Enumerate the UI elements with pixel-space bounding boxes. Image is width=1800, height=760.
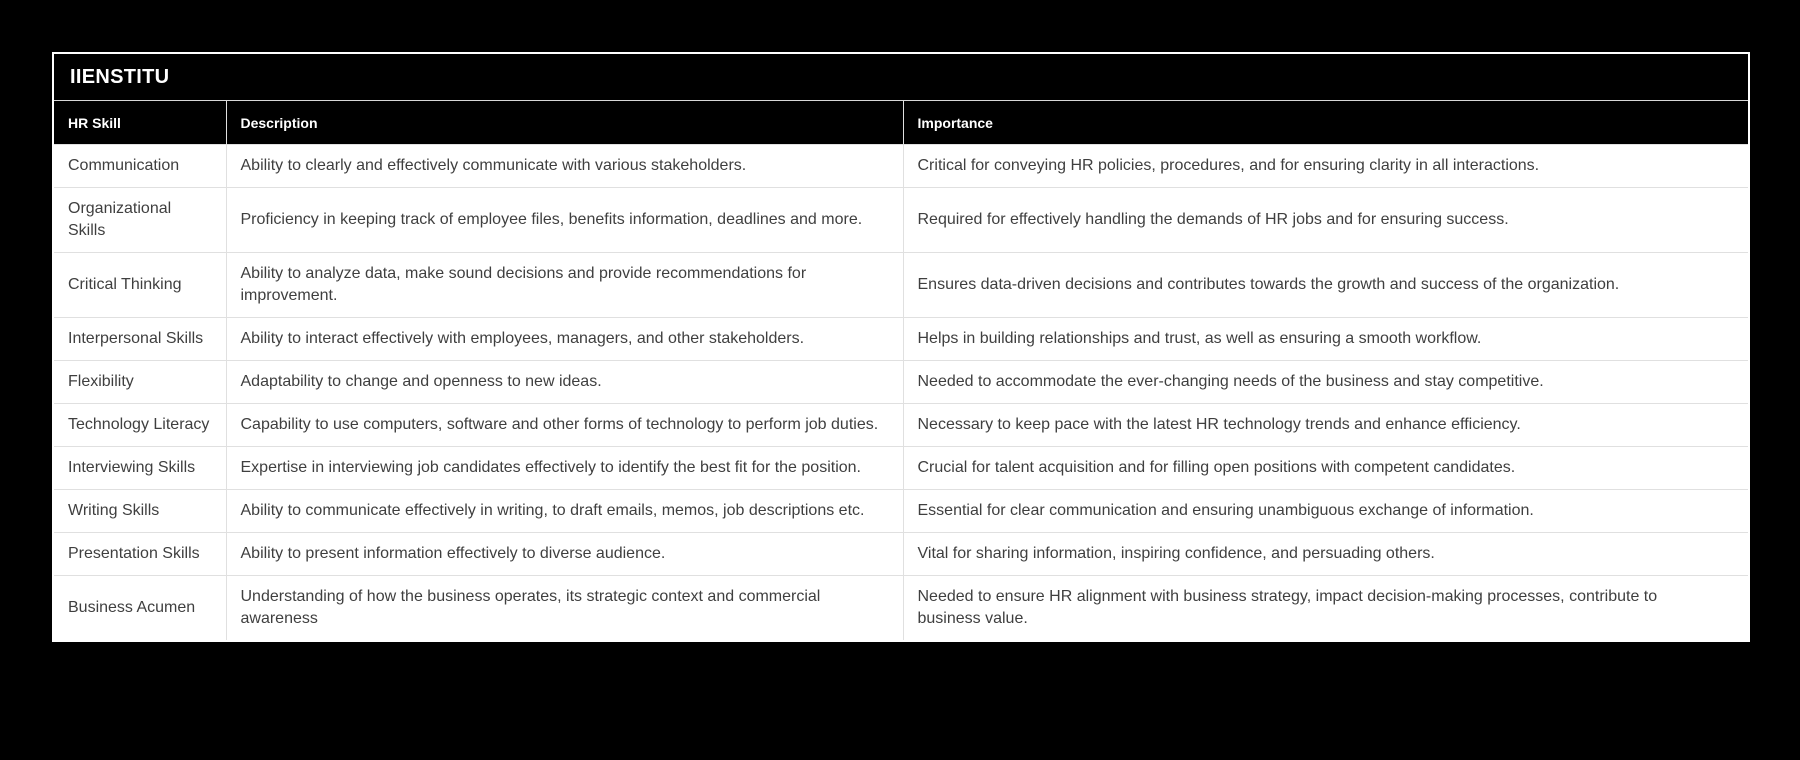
- skills-table-panel: [52, 52, 1750, 642]
- skill-cell: Organizational Skills: [54, 188, 226, 253]
- description-cell: Expertise in interviewing job candidates effectively to identify the best fit for the position.: [226, 447, 903, 490]
- column-header-importance: Importance: [903, 101, 1748, 145]
- table-row: [54, 253, 1748, 318]
- table-row: [54, 533, 1748, 576]
- description-cell: Ability to present information effectively to diverse audience.: [226, 533, 903, 576]
- skill-cell: Business Acumen: [54, 576, 226, 641]
- table-header-row: [54, 101, 1748, 145]
- table-row: [54, 404, 1748, 447]
- importance-cell: Crucial for talent acquisition and for filling open positions with competent candidates.: [903, 447, 1748, 490]
- importance-cell: Necessary to keep pace with the latest HR technology trends and enhance efficiency.: [903, 404, 1748, 447]
- description-cell: Understanding of how the business operates, its strategic context and commercial awareness: [226, 576, 903, 641]
- skill-cell: Communication: [54, 145, 226, 188]
- column-header-hr-skill: HR Skill: [54, 101, 226, 145]
- column-header-description: Description: [226, 101, 903, 145]
- description-cell: Ability to clearly and effectively communicate with various stakeholders.: [226, 145, 903, 188]
- skill-cell: Flexibility: [54, 361, 226, 404]
- description-cell: Adaptability to change and openness to new ideas.: [226, 361, 903, 404]
- table-row: [54, 145, 1748, 188]
- table-row: [54, 490, 1748, 533]
- importance-cell: Helps in building relationships and trust, as well as ensuring a smooth workflow.: [903, 318, 1748, 361]
- skill-cell: Critical Thinking: [54, 253, 226, 318]
- importance-cell: Required for effectively handling the demands of HR jobs and for ensuring success.: [903, 188, 1748, 253]
- importance-cell: Critical for conveying HR policies, procedures, and for ensuring clarity in all interactions.: [903, 145, 1748, 188]
- description-cell: Ability to interact effectively with employees, managers, and other stakeholders.: [226, 318, 903, 361]
- skill-cell: Writing Skills: [54, 490, 226, 533]
- description-cell: Proficiency in keeping track of employee files, benefits information, deadlines and more.: [226, 188, 903, 253]
- hr-skills-table: [54, 101, 1748, 640]
- description-cell: Capability to use computers, software and other forms of technology to perform job duties.: [226, 404, 903, 447]
- brand-title: IIENSTITU: [54, 54, 1748, 101]
- table-row: [54, 447, 1748, 490]
- importance-cell: Needed to accommodate the ever-changing needs of the business and stay competitive.: [903, 361, 1748, 404]
- skill-cell: Presentation Skills: [54, 533, 226, 576]
- skill-cell: Interviewing Skills: [54, 447, 226, 490]
- importance-cell: Needed to ensure HR alignment with business strategy, impact decision-making processes, contribute to business value.: [903, 576, 1748, 641]
- importance-cell: Ensures data-driven decisions and contributes towards the growth and success of the organization.: [903, 253, 1748, 318]
- table-row: [54, 361, 1748, 404]
- table-row: [54, 188, 1748, 253]
- table-row: [54, 318, 1748, 361]
- skill-cell: Technology Literacy: [54, 404, 226, 447]
- description-cell: Ability to communicate effectively in writing, to draft emails, memos, job descriptions etc.: [226, 490, 903, 533]
- importance-cell: Essential for clear communication and ensuring unambiguous exchange of information.: [903, 490, 1748, 533]
- description-cell: Ability to analyze data, make sound decisions and provide recommendations for improvement.: [226, 253, 903, 318]
- skill-cell: Interpersonal Skills: [54, 318, 226, 361]
- importance-cell: Vital for sharing information, inspiring confidence, and persuading others.: [903, 533, 1748, 576]
- table-row: [54, 576, 1748, 641]
